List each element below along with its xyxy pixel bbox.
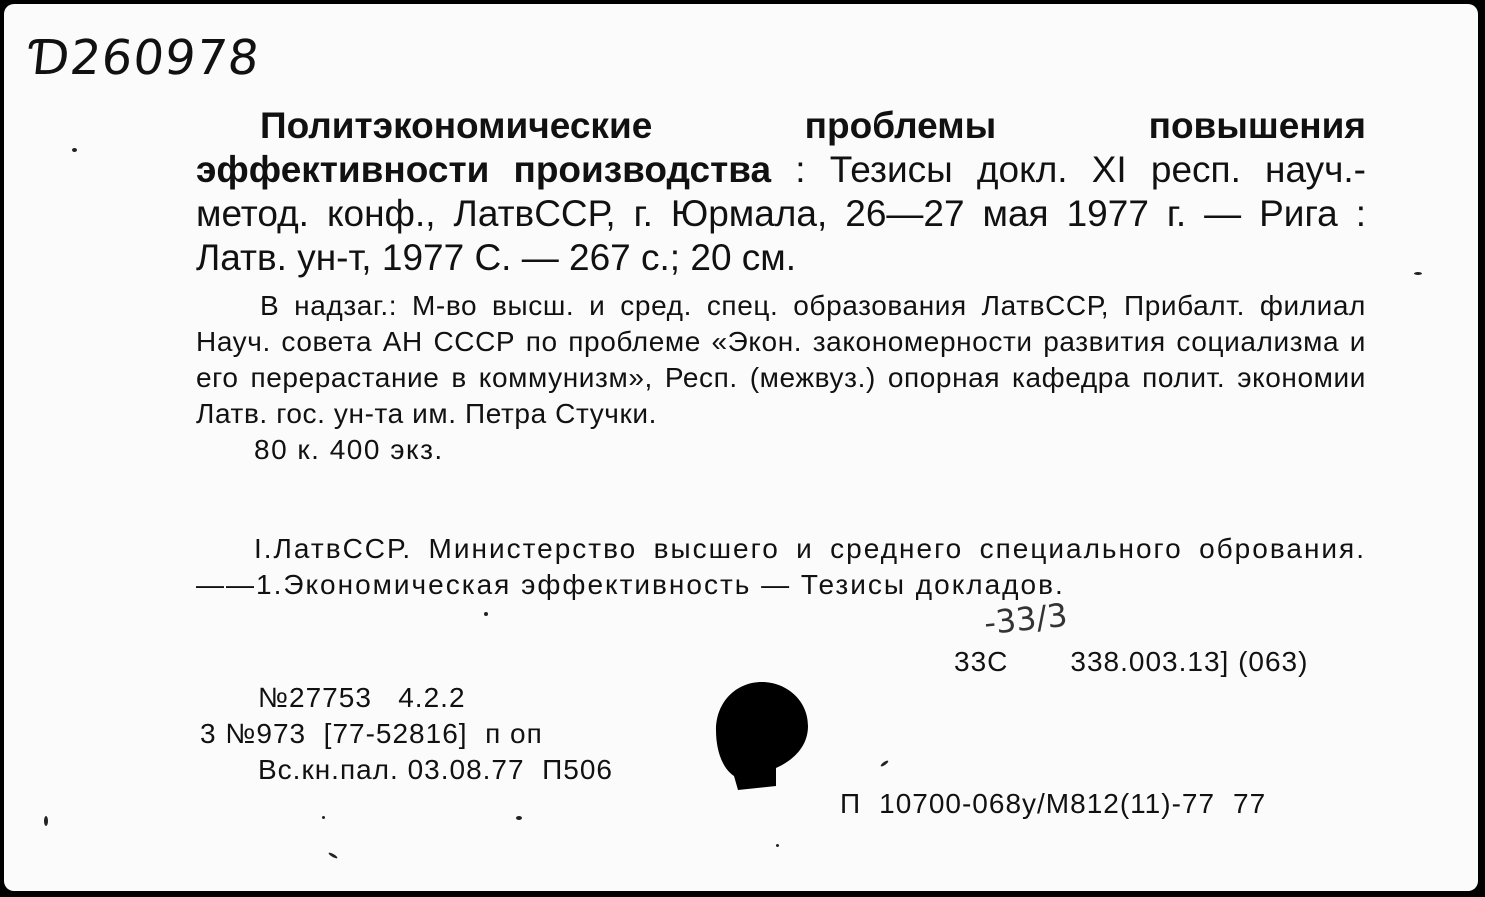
speck [44, 816, 48, 826]
speck [484, 612, 488, 616]
catalog-card [4, 4, 1478, 891]
price-line: 80 к. 400 экз. [254, 434, 444, 465]
speck [1414, 272, 1422, 275]
speck [776, 844, 779, 847]
pencil-note: -33/3 [982, 595, 1070, 643]
udc-code: 33С [954, 646, 1009, 677]
speck [516, 816, 522, 820]
bottom-year: 77 [1233, 788, 1267, 819]
pub-line-3: Вс.кн.пал. 03.08.77 П506 [258, 754, 613, 785]
pub-line-1: №27753 4.2.2 [258, 682, 466, 713]
pub-line-2: 3 №973 [77-52816] п оп [200, 718, 543, 749]
bottom-p: П [840, 788, 862, 819]
bibliographic-entry [196, 104, 1366, 280]
bottom-code-line [840, 788, 1266, 820]
punch-hole-icon [714, 680, 810, 798]
publication-info [200, 680, 613, 788]
tracing-paragraph: I.ЛатвССР. Министерство высшего и среднего специального обрования. ——1.Экономическая эффективность — Тезисы докладов. [196, 533, 1366, 600]
speck [328, 852, 338, 860]
card-body [196, 104, 1366, 468]
udc-number: 338.003.13] (063) [1070, 646, 1309, 677]
speck [880, 760, 889, 768]
handwritten-id: Ɗ260978 [27, 30, 263, 86]
title-details: : Тезисы докл. XI респ. науч.-метод. конф., ЛатвССР, г. Юрмала, 26—27 мая 1977 г. — Рига : Латв. ун-т, 1977 С. — 267 с.; 20 см. [196, 149, 1367, 278]
speck [322, 816, 325, 819]
note-paragraph: В надзаг.: М-во высш. и сред. спец. образования ЛатвССР, Прибалт. филиал Науч. совета АН СССР по проблеме «Экон. закономерности развития социализма и его перерастание в коммунизм», Респ. (межвуз.) опорная кафедра полит. экономии Латв. гос. ун-та им. Петра Стучки. [196, 290, 1366, 429]
speck [72, 148, 77, 152]
bottom-code: 10700-068у/М812(11)-77 [879, 788, 1216, 819]
title-bold: Политэкономические проблемы повышения эффективности производства [196, 105, 1366, 190]
udc-line [954, 646, 1308, 678]
